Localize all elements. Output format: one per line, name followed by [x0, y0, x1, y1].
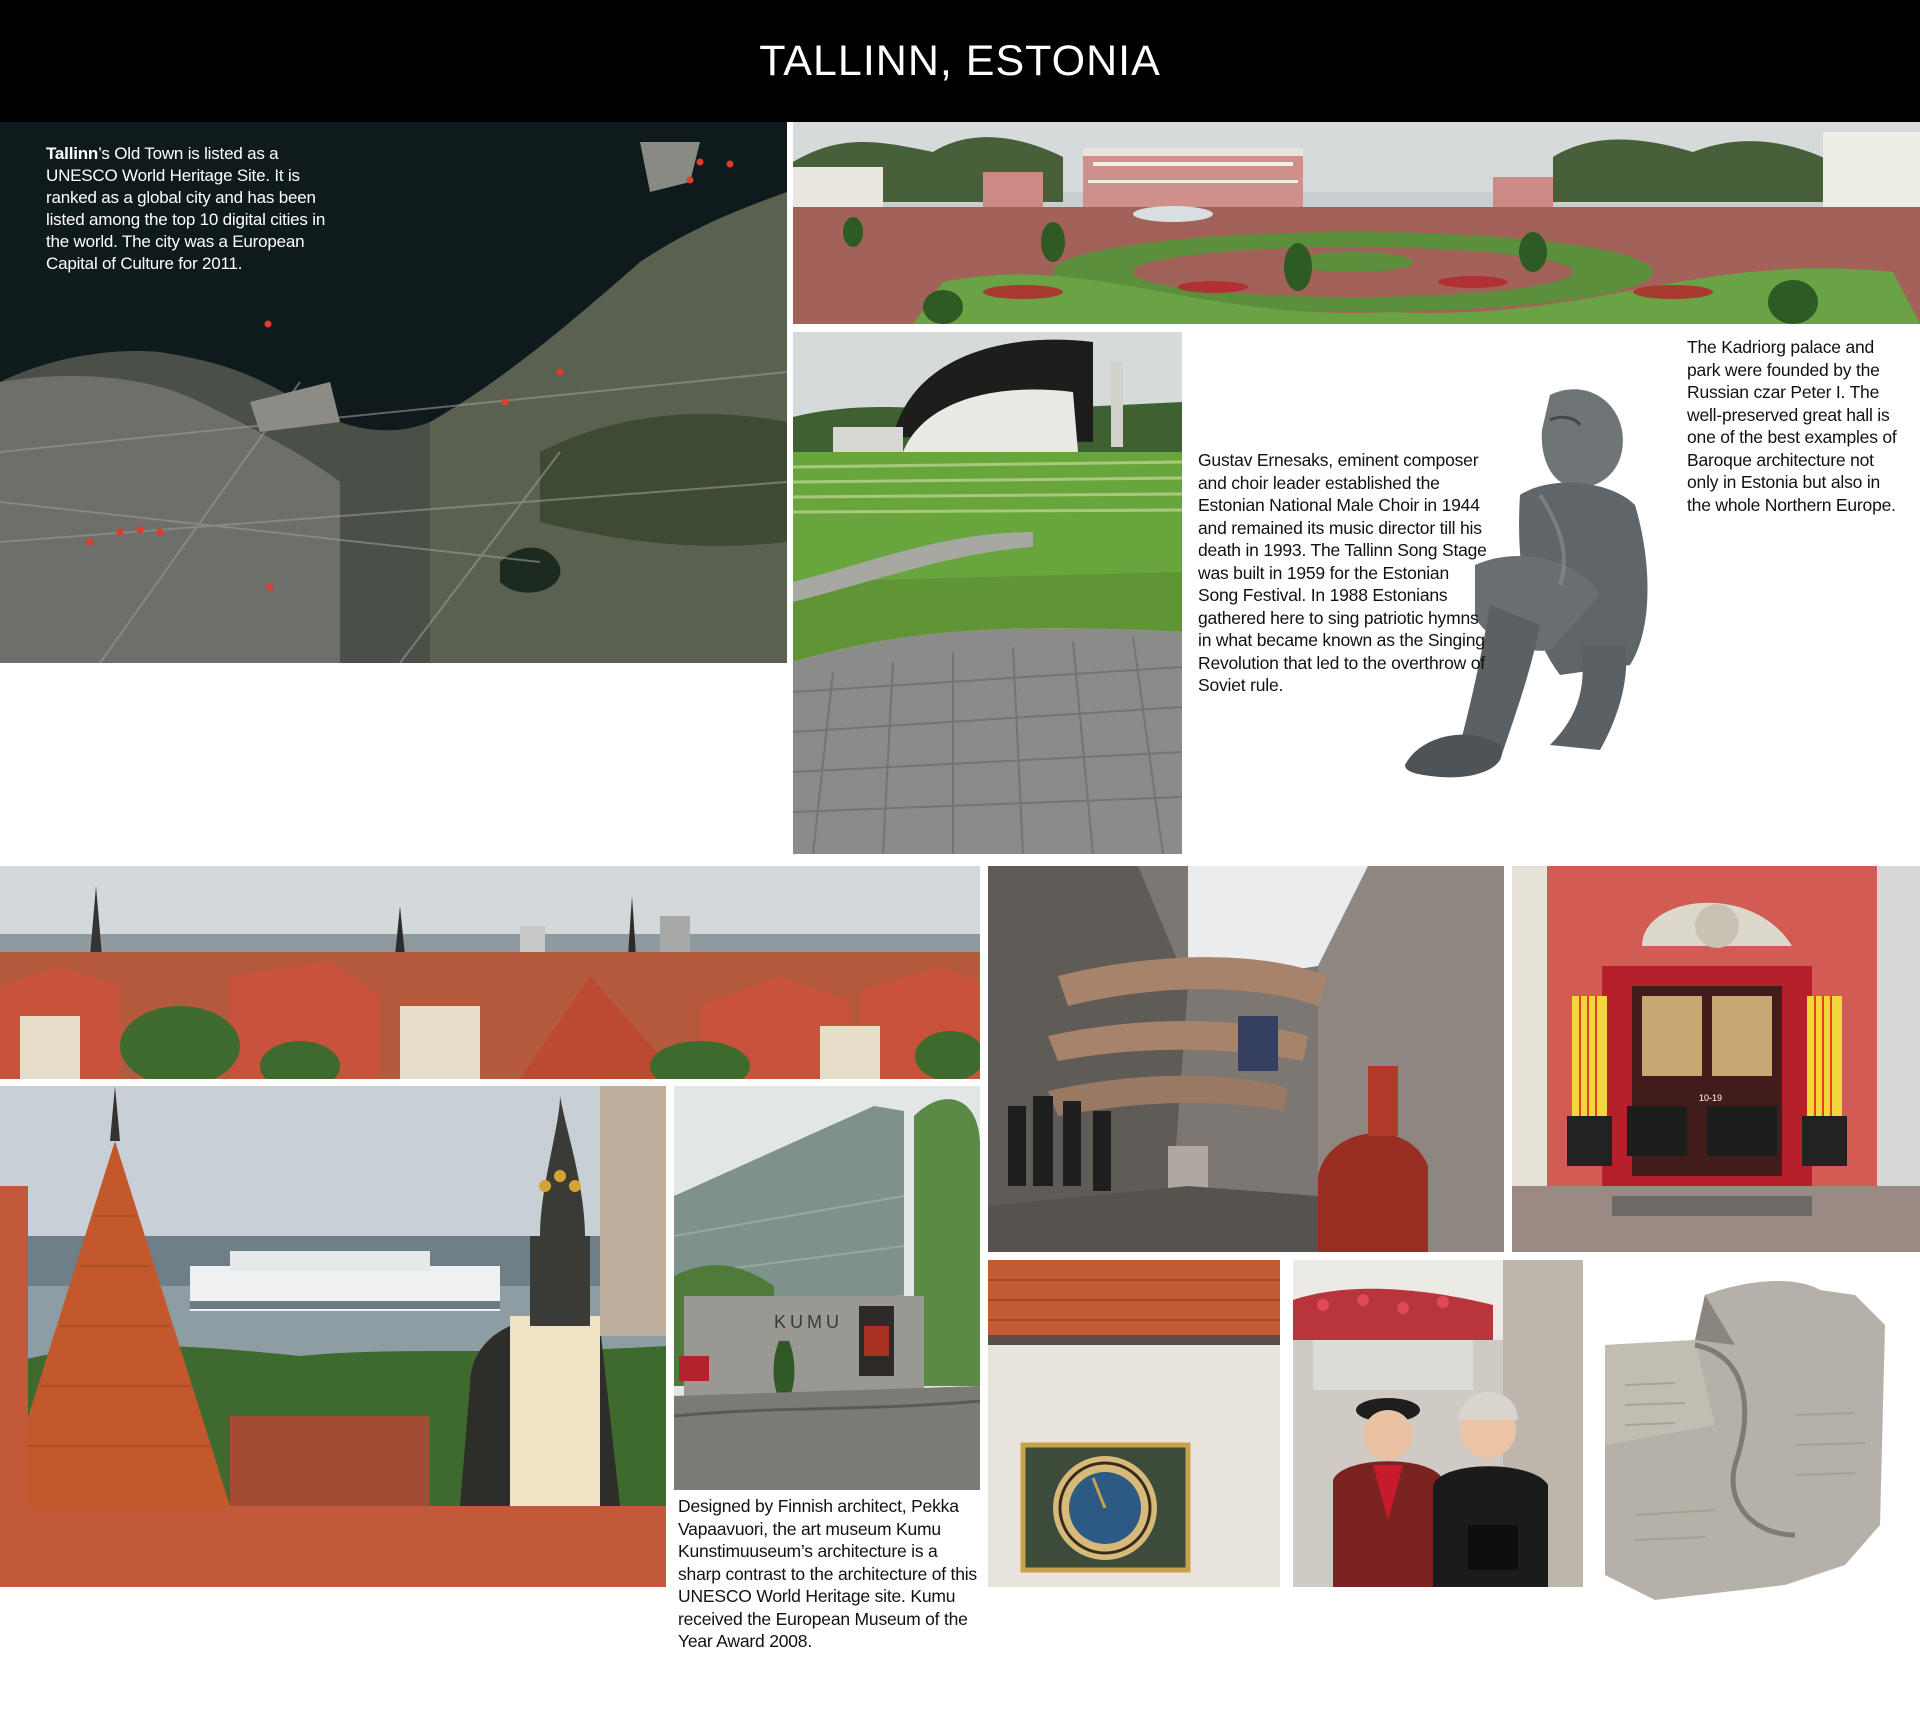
- shop-hours-text: 10-19: [1699, 1093, 1723, 1103]
- page-header: [0, 0, 1920, 122]
- catherine-passage-photo: [988, 866, 1504, 1252]
- kadriorg-palace-photo: [793, 122, 1920, 324]
- towers-cruise-ship-photo: [0, 1086, 666, 1587]
- kumu-sign-text: KUMU: [774, 1312, 843, 1332]
- tallinn-caption-text: ’s Old Town is listed as a UNESCO World Heritage Site. It is ranked as a global city and has been listed among the top 10 digital cities in the world. The city was a European Capital of Culture for 2011.: [46, 144, 326, 273]
- two-women-portrait-photo: [1293, 1260, 1583, 1587]
- old-clock-photo: [988, 1260, 1280, 1587]
- page-title: TALLINN, ESTONIA: [759, 36, 1161, 85]
- kumu-museum-photo: [674, 1086, 980, 1490]
- ernesaks-caption: Gustav Ernesaks, eminent composer and choir leader established the Estonian National Male Choir in 1944 and remained its music director till his death in 1993. The Tallinn Song Stage was built in 1959 for the Estonian Song Festival. In 1988 Estonians gathered here to sing patriotic hymns in what became known as the Singing Revolution that led to the overthrow of Soviet rule.: [1198, 450, 1487, 695]
- song-stage-photo: [793, 332, 1182, 854]
- stone-tablet-photo: [1595, 1265, 1885, 1600]
- old-town-rooftops-photo: [0, 866, 980, 1079]
- red-shop-front-photo: [1512, 866, 1920, 1252]
- kumu-caption: Designed by Finnish architect, Pekka Vapaavuori, the art museum Kumu Kunstimuuseum’s architecture is a sharp contrast to the architecture of this UNESCO World Heritage site. Kumu received the European Museum of the Year Award 2008.: [678, 1496, 977, 1651]
- tallinn-caption: [46, 143, 346, 275]
- kadriorg-caption: The Kadriorg palace and park were founded by the Russian czar Peter I. The well-preserved great hall is one of the best examples of Baroque architecture not only in Estonia but also in the whole Northern Europe.: [1687, 337, 1897, 515]
- tallinn-caption-bold: Tallinn: [46, 144, 99, 163]
